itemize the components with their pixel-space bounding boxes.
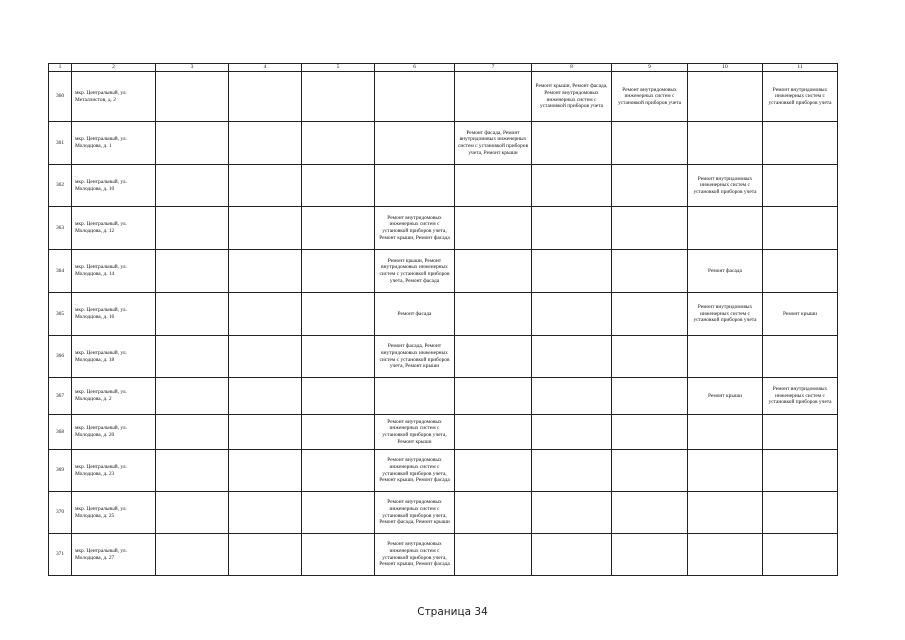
table-row xyxy=(49,336,838,378)
row-number-cell: 366 xyxy=(49,336,72,378)
works-cell-col-11 xyxy=(763,534,838,576)
works-cell-col-7: Ремонт фасада, Ремонт внутридомовых инженерных систем с установкой приборов учета, Ремонт крыши xyxy=(455,122,532,165)
address-cell xyxy=(72,450,156,492)
table-row xyxy=(49,165,838,207)
works-cell-col-8 xyxy=(532,336,612,378)
table-row xyxy=(49,450,838,492)
works-cell-col-8 xyxy=(532,165,612,207)
works-cell-col-11 xyxy=(763,450,838,492)
address-line-street: Молодцова, д. 14 xyxy=(75,271,115,277)
works-cell-col-7 xyxy=(455,534,532,576)
row-number-cell: 370 xyxy=(49,492,72,534)
row-number-cell: 363 xyxy=(49,207,72,250)
works-cell-col-7 xyxy=(455,250,532,293)
works-cell-col-5 xyxy=(302,122,375,165)
column-header: 8 xyxy=(532,64,612,72)
address-cell xyxy=(72,72,156,122)
address-line-district: мкр. Центральный, ул. xyxy=(75,307,127,314)
address-line-district: мкр. Центральный, ул. xyxy=(75,221,127,228)
capital-repair-schedule-table xyxy=(48,63,838,576)
works-cell-col-5 xyxy=(302,165,375,207)
works-cell-col-6: Ремонт внутридомовых инженерных систем с установкой приборов учета, Ремонт фасада, Ремонт крыши xyxy=(375,492,455,534)
works-cell-col-8 xyxy=(532,450,612,492)
table-row xyxy=(49,250,838,293)
works-cell-col-8 xyxy=(532,293,612,336)
works-cell-col-6: Ремонт внутридомовых инженерных систем с установкой приборов учета, Ремонт крыши, Ремонт фасада xyxy=(375,207,455,250)
address-line-street: Молодцова, д. 27 xyxy=(75,554,115,561)
works-cell-col-11 xyxy=(763,250,838,293)
works-cell-col-9: Ремонт внутридомовых инженерных систем с установкой приборов учета xyxy=(612,72,688,122)
address-line-district: мкр. Центральный, ул. xyxy=(75,547,127,554)
works-cell-col-3 xyxy=(156,336,229,378)
works-cell-col-10 xyxy=(688,534,763,576)
column-header: 9 xyxy=(612,64,688,72)
works-cell-col-6: Ремонт фасада, Ремонт внутридомовых инженерных систем с установкой приборов учета, Ремонт крыши xyxy=(375,336,455,378)
works-cell-col-9 xyxy=(612,250,688,293)
works-cell-col-6: Ремонт фасада xyxy=(375,293,455,336)
works-cell-col-4 xyxy=(229,534,302,576)
works-cell-col-11: Ремонт крыши xyxy=(763,293,838,336)
row-number-cell: 371 xyxy=(49,534,72,576)
address-cell xyxy=(72,534,156,576)
works-cell-col-7 xyxy=(455,415,532,450)
address-cell xyxy=(72,165,156,207)
works-cell-col-10: Ремонт внутридомовых инженерных систем с установкой приборов учета xyxy=(688,165,763,207)
works-cell-col-10: Ремонт крыши xyxy=(688,378,763,415)
works-cell-col-7 xyxy=(455,492,532,534)
address-cell xyxy=(72,415,156,450)
works-cell-col-9 xyxy=(612,293,688,336)
works-cell-col-9 xyxy=(612,122,688,165)
table-row xyxy=(49,207,838,250)
works-cell-col-4 xyxy=(229,336,302,378)
address-line-district: мкр. Центральный, ул. xyxy=(75,463,127,470)
address-cell xyxy=(72,207,156,250)
works-cell-col-9 xyxy=(612,415,688,450)
works-cell-col-4 xyxy=(229,293,302,336)
table-row xyxy=(49,293,838,336)
column-header: 4 xyxy=(229,64,302,72)
works-cell-col-11: Ремонт внутридомовых инженерных систем с установкой приборов учета xyxy=(763,72,838,122)
address-cell xyxy=(72,336,156,378)
works-cell-col-4 xyxy=(229,72,302,122)
works-cell-col-9 xyxy=(612,207,688,250)
column-header: 7 xyxy=(455,64,532,72)
address-line-district: мкр. Центральный, ул. xyxy=(75,264,127,271)
row-number-cell: 367 xyxy=(49,378,72,415)
works-cell-col-8: Ремонт крыши, Ремонт фасада, Ремонт внутридомовых инженерных систем с установкой приборов учета xyxy=(532,72,612,122)
address-line-street: Молодцова, д. 10 xyxy=(75,185,115,192)
works-cell-col-11 xyxy=(763,165,838,207)
works-cell-col-10 xyxy=(688,336,763,378)
works-cell-col-10 xyxy=(688,207,763,250)
column-header: 6 xyxy=(375,64,455,72)
works-cell-col-4 xyxy=(229,415,302,450)
works-cell-col-9 xyxy=(612,165,688,207)
address-line-district: мкр. Центральный, ул. xyxy=(75,389,127,396)
works-cell-col-5 xyxy=(302,207,375,250)
address-line-street: Молодцова, д. 2 xyxy=(75,396,112,402)
address-cell xyxy=(72,378,156,415)
column-header: 11 xyxy=(763,64,838,72)
address-line-district: мкр. Центральный, ул. xyxy=(75,505,127,512)
works-cell-col-8 xyxy=(532,415,612,450)
works-cell-col-3 xyxy=(156,207,229,250)
column-header: 5 xyxy=(302,64,375,72)
address-cell xyxy=(72,250,156,293)
page-number: Страница 34 xyxy=(417,606,488,618)
works-cell-col-3 xyxy=(156,534,229,576)
works-cell-col-10 xyxy=(688,122,763,165)
works-cell-col-7 xyxy=(455,165,532,207)
row-number-cell: 364 xyxy=(49,250,72,293)
works-cell-col-9 xyxy=(612,450,688,492)
works-cell-col-4 xyxy=(229,165,302,207)
works-cell-col-5 xyxy=(302,72,375,122)
table-row xyxy=(49,72,838,122)
address-line-district: мкр. Центральный, ул. xyxy=(75,349,127,356)
works-cell-col-9 xyxy=(612,534,688,576)
row-number-cell: 369 xyxy=(49,450,72,492)
works-cell-col-6: Ремонт внутридомовых инженерных систем с установкой приборов учета, Ремонт крыши, Ремонт фасада xyxy=(375,534,455,576)
address-line-street: Молодцова, д. 12 xyxy=(75,228,115,234)
address-line-street: Молодцова, д. 25 xyxy=(75,512,115,519)
address-line-street: Молодцова, д. 20 xyxy=(75,432,115,438)
works-cell-col-7 xyxy=(455,378,532,415)
works-cell-col-6: Ремонт внутридомовых инженерных систем с установкой приборов учета, Ремонт крыши xyxy=(375,415,455,450)
works-cell-col-11 xyxy=(763,122,838,165)
works-cell-col-9 xyxy=(612,336,688,378)
works-cell-col-3 xyxy=(156,72,229,122)
works-cell-col-5 xyxy=(302,534,375,576)
works-cell-col-8 xyxy=(532,122,612,165)
column-header: 1 xyxy=(49,64,72,72)
address-cell xyxy=(72,293,156,336)
row-number-cell: 361 xyxy=(49,122,72,165)
works-cell-col-3 xyxy=(156,250,229,293)
row-number-cell: 368 xyxy=(49,415,72,450)
table-row xyxy=(49,122,838,165)
works-cell-col-8 xyxy=(532,207,612,250)
works-cell-col-3 xyxy=(156,415,229,450)
works-cell-col-4 xyxy=(229,450,302,492)
column-header: 3 xyxy=(156,64,229,72)
works-cell-col-5 xyxy=(302,293,375,336)
works-cell-col-10 xyxy=(688,72,763,122)
works-cell-col-11: Ремонт внутридомовых инженерных систем с установкой приборов учета xyxy=(763,378,838,415)
works-cell-col-3 xyxy=(156,165,229,207)
works-cell-col-10: Ремонт фасада xyxy=(688,250,763,293)
address-line-street: Молодцова, д. 23 xyxy=(75,470,115,477)
works-cell-col-3 xyxy=(156,450,229,492)
works-cell-col-3 xyxy=(156,122,229,165)
works-cell-col-8 xyxy=(532,250,612,293)
works-cell-col-5 xyxy=(302,336,375,378)
works-cell-col-5 xyxy=(302,378,375,415)
address-cell xyxy=(72,492,156,534)
address-cell xyxy=(72,122,156,165)
works-cell-col-6: Ремонт крыши, Ремонт внутридомовых инженерных систем с установкой приборов учета, Ремонт фасада xyxy=(375,250,455,293)
works-cell-col-6 xyxy=(375,122,455,165)
works-cell-col-4 xyxy=(229,122,302,165)
table-row xyxy=(49,492,838,534)
works-cell-col-4 xyxy=(229,207,302,250)
table-row xyxy=(49,378,838,415)
works-cell-col-10 xyxy=(688,450,763,492)
row-number-cell: 360 xyxy=(49,72,72,122)
works-cell-col-5 xyxy=(302,250,375,293)
works-cell-col-11 xyxy=(763,415,838,450)
works-cell-col-7 xyxy=(455,336,532,378)
works-cell-col-6 xyxy=(375,378,455,415)
row-number-cell: 362 xyxy=(49,165,72,207)
table-row xyxy=(49,415,838,450)
column-number-header-row xyxy=(49,64,838,72)
works-cell-col-5 xyxy=(302,450,375,492)
works-cell-col-6 xyxy=(375,165,455,207)
works-cell-col-7 xyxy=(455,293,532,336)
works-cell-col-8 xyxy=(532,378,612,415)
works-cell-col-6 xyxy=(375,72,455,122)
works-cell-col-5 xyxy=(302,415,375,450)
works-cell-col-10 xyxy=(688,492,763,534)
works-cell-col-4 xyxy=(229,250,302,293)
works-cell-col-11 xyxy=(763,492,838,534)
works-cell-col-11 xyxy=(763,207,838,250)
works-cell-col-10 xyxy=(688,415,763,450)
works-cell-col-8 xyxy=(532,492,612,534)
address-line-street: Молодцова, д. 18 xyxy=(75,356,115,363)
works-cell-col-3 xyxy=(156,492,229,534)
works-cell-col-5 xyxy=(302,492,375,534)
address-line-district: мкр. Центральный, ул. xyxy=(75,136,127,143)
column-header: 10 xyxy=(688,64,763,72)
works-cell-col-7 xyxy=(455,207,532,250)
address-line-street: Металлистов, д. 2 xyxy=(75,96,116,103)
works-cell-col-3 xyxy=(156,378,229,415)
works-cell-col-7 xyxy=(455,450,532,492)
works-cell-col-3 xyxy=(156,293,229,336)
works-cell-col-10: Ремонт внутридомовых инженерных систем с установкой приборов учета xyxy=(688,293,763,336)
column-header: 2 xyxy=(72,64,156,72)
address-line-district: мкр. Центральный, ул. xyxy=(75,425,127,432)
row-number-cell: 365 xyxy=(49,293,72,336)
works-cell-col-4 xyxy=(229,492,302,534)
address-line-street: Молодцова, д. 16 xyxy=(75,314,115,320)
works-cell-col-8 xyxy=(532,534,612,576)
address-line-street: Молодцова, д. 1 xyxy=(75,143,112,149)
works-cell-col-7 xyxy=(455,72,532,122)
works-cell-col-6: Ремонт внутридомовых инженерных систем с установкой приборов учета, Ремонт крыши, Ремонт фасада xyxy=(375,450,455,492)
table-row xyxy=(49,534,838,576)
works-cell-col-11 xyxy=(763,336,838,378)
address-line-district: мкр. Центральный, ул. xyxy=(75,178,127,185)
address-line-district: мкр. Центральный, ул. xyxy=(75,89,127,96)
works-cell-col-4 xyxy=(229,378,302,415)
works-cell-col-9 xyxy=(612,378,688,415)
works-cell-col-9 xyxy=(612,492,688,534)
